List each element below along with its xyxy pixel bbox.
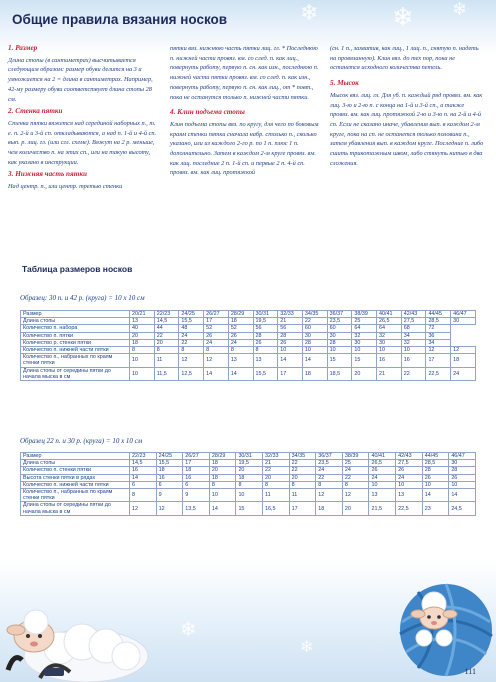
row-label: Количество п. нижней части пятки <box>21 347 130 354</box>
table-cell: 10 <box>396 481 423 488</box>
row-label: Высота стенки пятки в рядах <box>21 474 130 481</box>
table-cell: 56 <box>278 325 303 332</box>
table-row <box>21 354 476 367</box>
table-cell: 30 <box>377 339 402 346</box>
table-cell: 26 <box>204 332 229 339</box>
table-cell: 20 <box>209 467 236 474</box>
table-cell: 24/25 <box>179 311 204 318</box>
table-row <box>21 367 476 380</box>
table-cell: 28 <box>422 467 449 474</box>
table-cell: 38/39 <box>342 453 369 460</box>
table-cell: 20 <box>352 367 377 380</box>
table-cell: 8 <box>263 481 290 488</box>
table-cell: 17 <box>204 318 229 325</box>
table-cell: 15,5 <box>156 460 183 467</box>
row-label: Длина стопы от середины пятки до начала мыска в см <box>21 367 130 380</box>
table-cell: 23 <box>422 502 449 515</box>
table-cell: 10 <box>369 481 396 488</box>
table-cell: 32 <box>352 332 377 339</box>
table-cell: 24 <box>204 339 229 346</box>
table-cell: 8 <box>253 347 278 354</box>
table-cell: 14 <box>278 354 303 367</box>
table-cell: 10 <box>130 367 155 380</box>
table-row <box>21 502 476 515</box>
table-cell: 48 <box>179 325 204 332</box>
table-cell: 44 <box>154 325 179 332</box>
table-cell: 24 <box>369 474 396 481</box>
table-cell: 10 <box>302 347 327 354</box>
table-cell: 24 <box>316 467 343 474</box>
table-cell: 24 <box>228 339 253 346</box>
table-cell: 11 <box>289 489 316 502</box>
table-cell: 10 <box>401 347 426 354</box>
table-cell: 52 <box>228 325 253 332</box>
table-cell: 42/43 <box>401 311 426 318</box>
table-cell: 11 <box>154 354 179 367</box>
section-heading: 1. Размер <box>8 44 38 52</box>
table-cell: 56 <box>253 325 278 332</box>
size-table-2 <box>20 452 476 516</box>
table-cell: 44/45 <box>422 453 449 460</box>
table-cell: 18 <box>183 467 210 474</box>
table-cell: 28 <box>302 339 327 346</box>
table-cell: 14 <box>204 367 229 380</box>
table-cell: 19,5 <box>236 460 263 467</box>
table-row <box>21 481 476 488</box>
row-label: Длина стопы <box>21 460 130 467</box>
table-cell: 18 <box>302 367 327 380</box>
table-cell: 20 <box>154 339 179 346</box>
table-cell: 22/23 <box>154 311 179 318</box>
table-cell: 8 <box>154 347 179 354</box>
row-label: Длина стопы <box>21 318 130 325</box>
table-cell: 28/29 <box>228 311 253 318</box>
table-cell: 10 <box>130 354 155 367</box>
row-label: Количество р. стенки пятки <box>21 339 130 346</box>
table-cell: 13 <box>130 318 155 325</box>
table-cell: 26/27 <box>183 453 210 460</box>
table-cell: 6 <box>130 481 157 488</box>
table-cell: 16 <box>401 354 426 367</box>
row-label: Количество п., набранных по краям стенки пятки <box>21 354 130 367</box>
table-cell: 14 <box>422 489 449 502</box>
table-cell: 26 <box>228 332 253 339</box>
table-cell: 60 <box>327 325 352 332</box>
table-cell: 13 <box>228 354 253 367</box>
table-cell: 16 <box>377 354 402 367</box>
table-cell: 13 <box>253 354 278 367</box>
table-cell: 40/41 <box>369 453 396 460</box>
table-cell: 28,5 <box>426 318 451 325</box>
table-cell: 46/47 <box>451 311 476 318</box>
page-number: 111 <box>464 667 476 676</box>
instructions-column-3 <box>330 44 484 171</box>
table-row <box>21 347 476 354</box>
table-cell: 19,5 <box>253 318 278 325</box>
table-cell: 10 <box>209 489 236 502</box>
table-cell: 14 <box>302 354 327 367</box>
table-cell: 30 <box>449 460 476 467</box>
table-cell: 13,5 <box>183 502 210 515</box>
table-cell: 18 <box>130 339 155 346</box>
table-cell: 16,5 <box>263 502 290 515</box>
table-cell: 20 <box>263 474 290 481</box>
table-cell: 18,5 <box>327 367 352 380</box>
table-cell: 23,5 <box>327 318 352 325</box>
table-section-title: Таблица размеров носков <box>22 264 133 274</box>
table-cell: 34/35 <box>289 453 316 460</box>
table-row <box>21 339 476 346</box>
table-cell: 30 <box>451 318 476 325</box>
table-cell: 13 <box>369 489 396 502</box>
row-label: Количество п. пятки <box>21 332 130 339</box>
table-cell: 22 <box>154 332 179 339</box>
table-cell: 20 <box>289 474 316 481</box>
table-cell: 26 <box>396 467 423 474</box>
table-cell: 32 <box>401 339 426 346</box>
table-cell: 32/33 <box>263 453 290 460</box>
row-label: Количество п. стенки пятки <box>21 467 130 474</box>
table-cell: 18 <box>451 354 476 367</box>
table-cell: 17 <box>183 460 210 467</box>
row-label: Количество п. набора <box>21 325 130 332</box>
table-cell: 18 <box>236 474 263 481</box>
table-cell: 25 <box>342 460 369 467</box>
table-cell: 26 <box>253 339 278 346</box>
table-cell: 36 <box>426 332 451 339</box>
table-cell: 28 <box>253 332 278 339</box>
table-cell: 8 <box>236 481 263 488</box>
yarn-ball-sheep-illustration <box>388 572 496 682</box>
table-cell: 15 <box>236 502 263 515</box>
table-cell: 12,5 <box>179 367 204 380</box>
table-row <box>21 467 476 474</box>
table-cell: 32 <box>377 332 402 339</box>
snowflake-icon: ❄ <box>180 619 197 641</box>
table-cell: 14 <box>130 474 157 481</box>
table-cell: 30/31 <box>253 311 278 318</box>
table-cell: 46/47 <box>449 453 476 460</box>
table-cell: 30 <box>302 332 327 339</box>
table-cell: 9 <box>156 489 183 502</box>
table-cell: 12 <box>130 502 157 515</box>
row-label: Размер <box>21 453 130 460</box>
section-text: (сн. 1 п., захватив, как лиц., 1 лиц. п., снятую п. надеть на провязанную). Клин вяз. до тех пор, пока не останется исходного количества петель. <box>330 45 479 72</box>
table-cell: 17 <box>426 354 451 367</box>
table-cell: 20 <box>236 467 263 474</box>
table-cell: 25 <box>352 318 377 325</box>
table-cell: 26,5 <box>377 318 402 325</box>
table-cell: 22 <box>316 474 343 481</box>
table-cell: 28 <box>449 467 476 474</box>
table-cell: 28 <box>278 332 303 339</box>
snowflake-icon: ❄ <box>300 0 319 25</box>
table-cell: 22 <box>289 460 316 467</box>
table-cell: 8 <box>209 481 236 488</box>
table-cell: 12 <box>426 347 451 354</box>
table-cell: 22 <box>401 367 426 380</box>
table-cell: 9 <box>183 489 210 502</box>
table-cell: 10 <box>327 347 352 354</box>
table-cell: 36/37 <box>316 453 343 460</box>
table-cell: 68 <box>401 325 426 332</box>
table-cell: 30 <box>327 332 352 339</box>
table-cell: 72 <box>426 325 451 332</box>
table-cell: 10 <box>352 347 377 354</box>
table-cell: 17 <box>289 502 316 515</box>
page-title: Общие правила вязания носков <box>12 12 228 27</box>
table-cell: 11 <box>263 489 290 502</box>
table-cell: 10 <box>278 347 303 354</box>
table-cell: 22 <box>302 318 327 325</box>
table-header-row <box>21 453 476 460</box>
table-cell: 16 <box>130 467 157 474</box>
table-cell: 60 <box>302 325 327 332</box>
table-cell: 24 <box>179 332 204 339</box>
table-cell: 6 <box>183 481 210 488</box>
table-cell: 8 <box>316 481 343 488</box>
table-cell: 15,5 <box>253 367 278 380</box>
table-cell: 8 <box>289 481 316 488</box>
table-cell: 11,5 <box>154 367 179 380</box>
table-cell: 22/23 <box>130 453 157 460</box>
table-cell: 18 <box>209 474 236 481</box>
table-header-row <box>21 311 476 318</box>
table-row <box>21 474 476 481</box>
table-cell: 15 <box>352 354 377 367</box>
row-label: Размер <box>21 311 130 318</box>
table-cell: 10 <box>236 489 263 502</box>
table-cell: 16 <box>156 474 183 481</box>
table-cell: 14,5 <box>130 460 157 467</box>
table-cell: 15,5 <box>179 318 204 325</box>
table-cell: 27,5 <box>396 460 423 467</box>
row-label: Длина стопы от середины пятки до начала мыска в см <box>21 502 130 515</box>
table-cell: 34 <box>426 339 451 346</box>
table-cell: 12 <box>179 354 204 367</box>
snowflake-icon: ❄ <box>452 0 468 19</box>
section-text: Клин подъема стопы вяз. по кругу, для чего по боковым краям стенки пятки сначала набр. столько п., сколько указано, или из каждого 2-го р. по 1 п. плюс 1 п. дополнительно. Затем в каждом 2-м круге провяз. вм. как лиц. последние 2 п. 1-й сп. и первые 2 п. 4-й сп. провяз. вм. как лиц. протяжкой <box>170 120 319 177</box>
section-heading: 2. Стенка пятки <box>8 107 63 116</box>
table-cell: 14 <box>209 502 236 515</box>
table-cell: 64 <box>377 325 402 332</box>
section-text: Над центр. п., или центр. третью стенки <box>8 183 123 191</box>
table-cell: 30/31 <box>236 453 263 460</box>
table-cell: 22,5 <box>426 367 451 380</box>
table-cell: 32/33 <box>278 311 303 318</box>
table-cell: 64 <box>352 325 377 332</box>
table-cell: 8 <box>130 347 155 354</box>
table-cell: 26,5 <box>369 460 396 467</box>
table-caption: Образец 22 п. и 30 р. (круга) = 10 х 10 см <box>20 437 143 445</box>
table-row <box>21 489 476 502</box>
table-cell: 23,5 <box>316 460 343 467</box>
instructions-column-1 <box>8 44 158 195</box>
table-cell: 14 <box>228 367 253 380</box>
table-cell: 30 <box>352 339 377 346</box>
table-cell: 22,5 <box>396 502 423 515</box>
table-cell: 36/37 <box>327 311 352 318</box>
size-table-1 <box>20 310 476 381</box>
table-cell: 28,5 <box>422 460 449 467</box>
section-text: Мысок вяз. лиц. гл. Для уб. п. каждый ряд провяз. вм. как лиц. 3-ю и 2-ю п. с конца на 1-й и 3-й сп., а также провяз. вм. как лиц. протяжкой 2-ю и 3-ю п. на 2-й и 4-й сп. Если не сказано иначе, убавления вып. в каждом 2-м круге, пока на сп. не останется только половина п., затем убавления вып. в каждом круге. Последние п. либо сшить трикотажным швом, либо стянуть нитью в два сложения. <box>330 91 484 167</box>
row-label: Количество п., набранных по краям стенки пятки <box>21 489 130 502</box>
table-cell: 20 <box>342 502 369 515</box>
table-row <box>21 332 476 339</box>
table-cell: 18 <box>209 460 236 467</box>
table-row <box>21 318 476 325</box>
table-row <box>21 325 476 332</box>
section-text: Длина стопы (в сантиметрах) высчитывается следующим образом: размер обуви делится на 3 и умножается на 2 = длина в сантиметрах. Например, 42-му размеру обуви соответствует длина стопы 28 см. <box>8 56 153 103</box>
table-cell: 16 <box>183 474 210 481</box>
snowflake-icon: ❄ <box>300 639 314 656</box>
table-cell: 21 <box>278 318 303 325</box>
section-heading: 4. Клин подъема стопы <box>170 108 245 117</box>
table-cell: 26 <box>449 474 476 481</box>
table-cell: 34 <box>401 332 426 339</box>
table-cell: 44/45 <box>426 311 451 318</box>
table-cell: 22 <box>289 467 316 474</box>
table-cell: 12 <box>342 489 369 502</box>
table-cell: 26 <box>422 474 449 481</box>
table-cell: 14,5 <box>154 318 179 325</box>
table-cell: 40 <box>130 325 155 332</box>
table-cell: 12 <box>316 489 343 502</box>
table-cell: 8 <box>130 489 157 502</box>
table-cell: 26 <box>278 339 303 346</box>
table-cell: 24/25 <box>156 453 183 460</box>
table-cell: 26 <box>369 467 396 474</box>
table-cell: 21 <box>377 367 402 380</box>
table-cell: 26/27 <box>204 311 229 318</box>
table-cell: 13 <box>396 489 423 502</box>
table-cell: 20/21 <box>130 311 155 318</box>
table-caption: Образец: 30 п. и 42 р. (круга) = 10 х 10 см <box>20 294 145 302</box>
table-cell: 28/29 <box>209 453 236 460</box>
table-cell: 17 <box>278 367 303 380</box>
table-cell: 18 <box>156 467 183 474</box>
table-cell: 12 <box>156 502 183 515</box>
table-cell: 38/39 <box>352 311 377 318</box>
sheep-illustration <box>0 560 150 682</box>
table-cell: 12 <box>204 354 229 367</box>
table-cell: 8 <box>179 347 204 354</box>
table-cell: 52 <box>204 325 229 332</box>
instructions-column-2 <box>170 44 320 181</box>
section-text: пятки вяз. нижнюю часть пятки лиц. гл. * Последнюю п. нижней части провяз. вм. со след. п. как лиц., повернуть работу, первую п. сн. как изн., последнюю п. нижней части пятки провяз. вм. со след. п. как изн., повернуть работу, первую п. сн. как лиц., от * повт., пока не останутся только п. нижней части пятки. <box>170 45 319 101</box>
row-label: Количество п. нижней части пятки <box>21 481 130 488</box>
table-cell: 10 <box>377 347 402 354</box>
table-cell: 14 <box>449 489 476 502</box>
table-cell: 12 <box>451 347 476 354</box>
table-cell: 24 <box>342 467 369 474</box>
snowflake-icon: ❄ <box>392 2 414 32</box>
table-cell: 24 <box>396 474 423 481</box>
instructions <box>8 44 488 224</box>
table-cell: 22 <box>263 467 290 474</box>
section-heading: 3. Нижняя часть пятки <box>8 170 87 179</box>
table-cell: 42/43 <box>396 453 423 460</box>
table-cell: 18 <box>316 502 343 515</box>
table-cell: 10 <box>449 481 476 488</box>
section-heading: 5. Мысок <box>330 79 359 88</box>
table-cell: 8 <box>228 347 253 354</box>
table-cell: 21,5 <box>369 502 396 515</box>
table-cell: 20 <box>130 332 155 339</box>
table-row <box>21 460 476 467</box>
section-text: Стенка пятки вяжется над серединой наборных п., т. е. п. 2-й и 3-й сп. откладываются, а над п. 1-й и 4-й сп. вып. р. лиц. гл. (или сгл. схеме). Вяжут на 2 р. меньше, чем количество п. на этих сп., или на такую высоту, как указано в инструкции. <box>8 119 157 166</box>
table-cell: 34/35 <box>302 311 327 318</box>
table-cell: 28 <box>327 339 352 346</box>
table-cell: 40/41 <box>377 311 402 318</box>
table-cell: 8 <box>342 481 369 488</box>
table-cell: 22 <box>342 474 369 481</box>
table-cell: 22 <box>179 339 204 346</box>
table-cell: 15 <box>327 354 352 367</box>
table-cell: 6 <box>156 481 183 488</box>
table-cell: 24,5 <box>449 502 476 515</box>
table-cell: 18 <box>228 318 253 325</box>
table-cell: 10 <box>422 481 449 488</box>
table-cell: 24 <box>451 367 476 380</box>
table-cell: 21 <box>263 460 290 467</box>
table-cell: 27,5 <box>401 318 426 325</box>
table-cell: 8 <box>204 347 229 354</box>
